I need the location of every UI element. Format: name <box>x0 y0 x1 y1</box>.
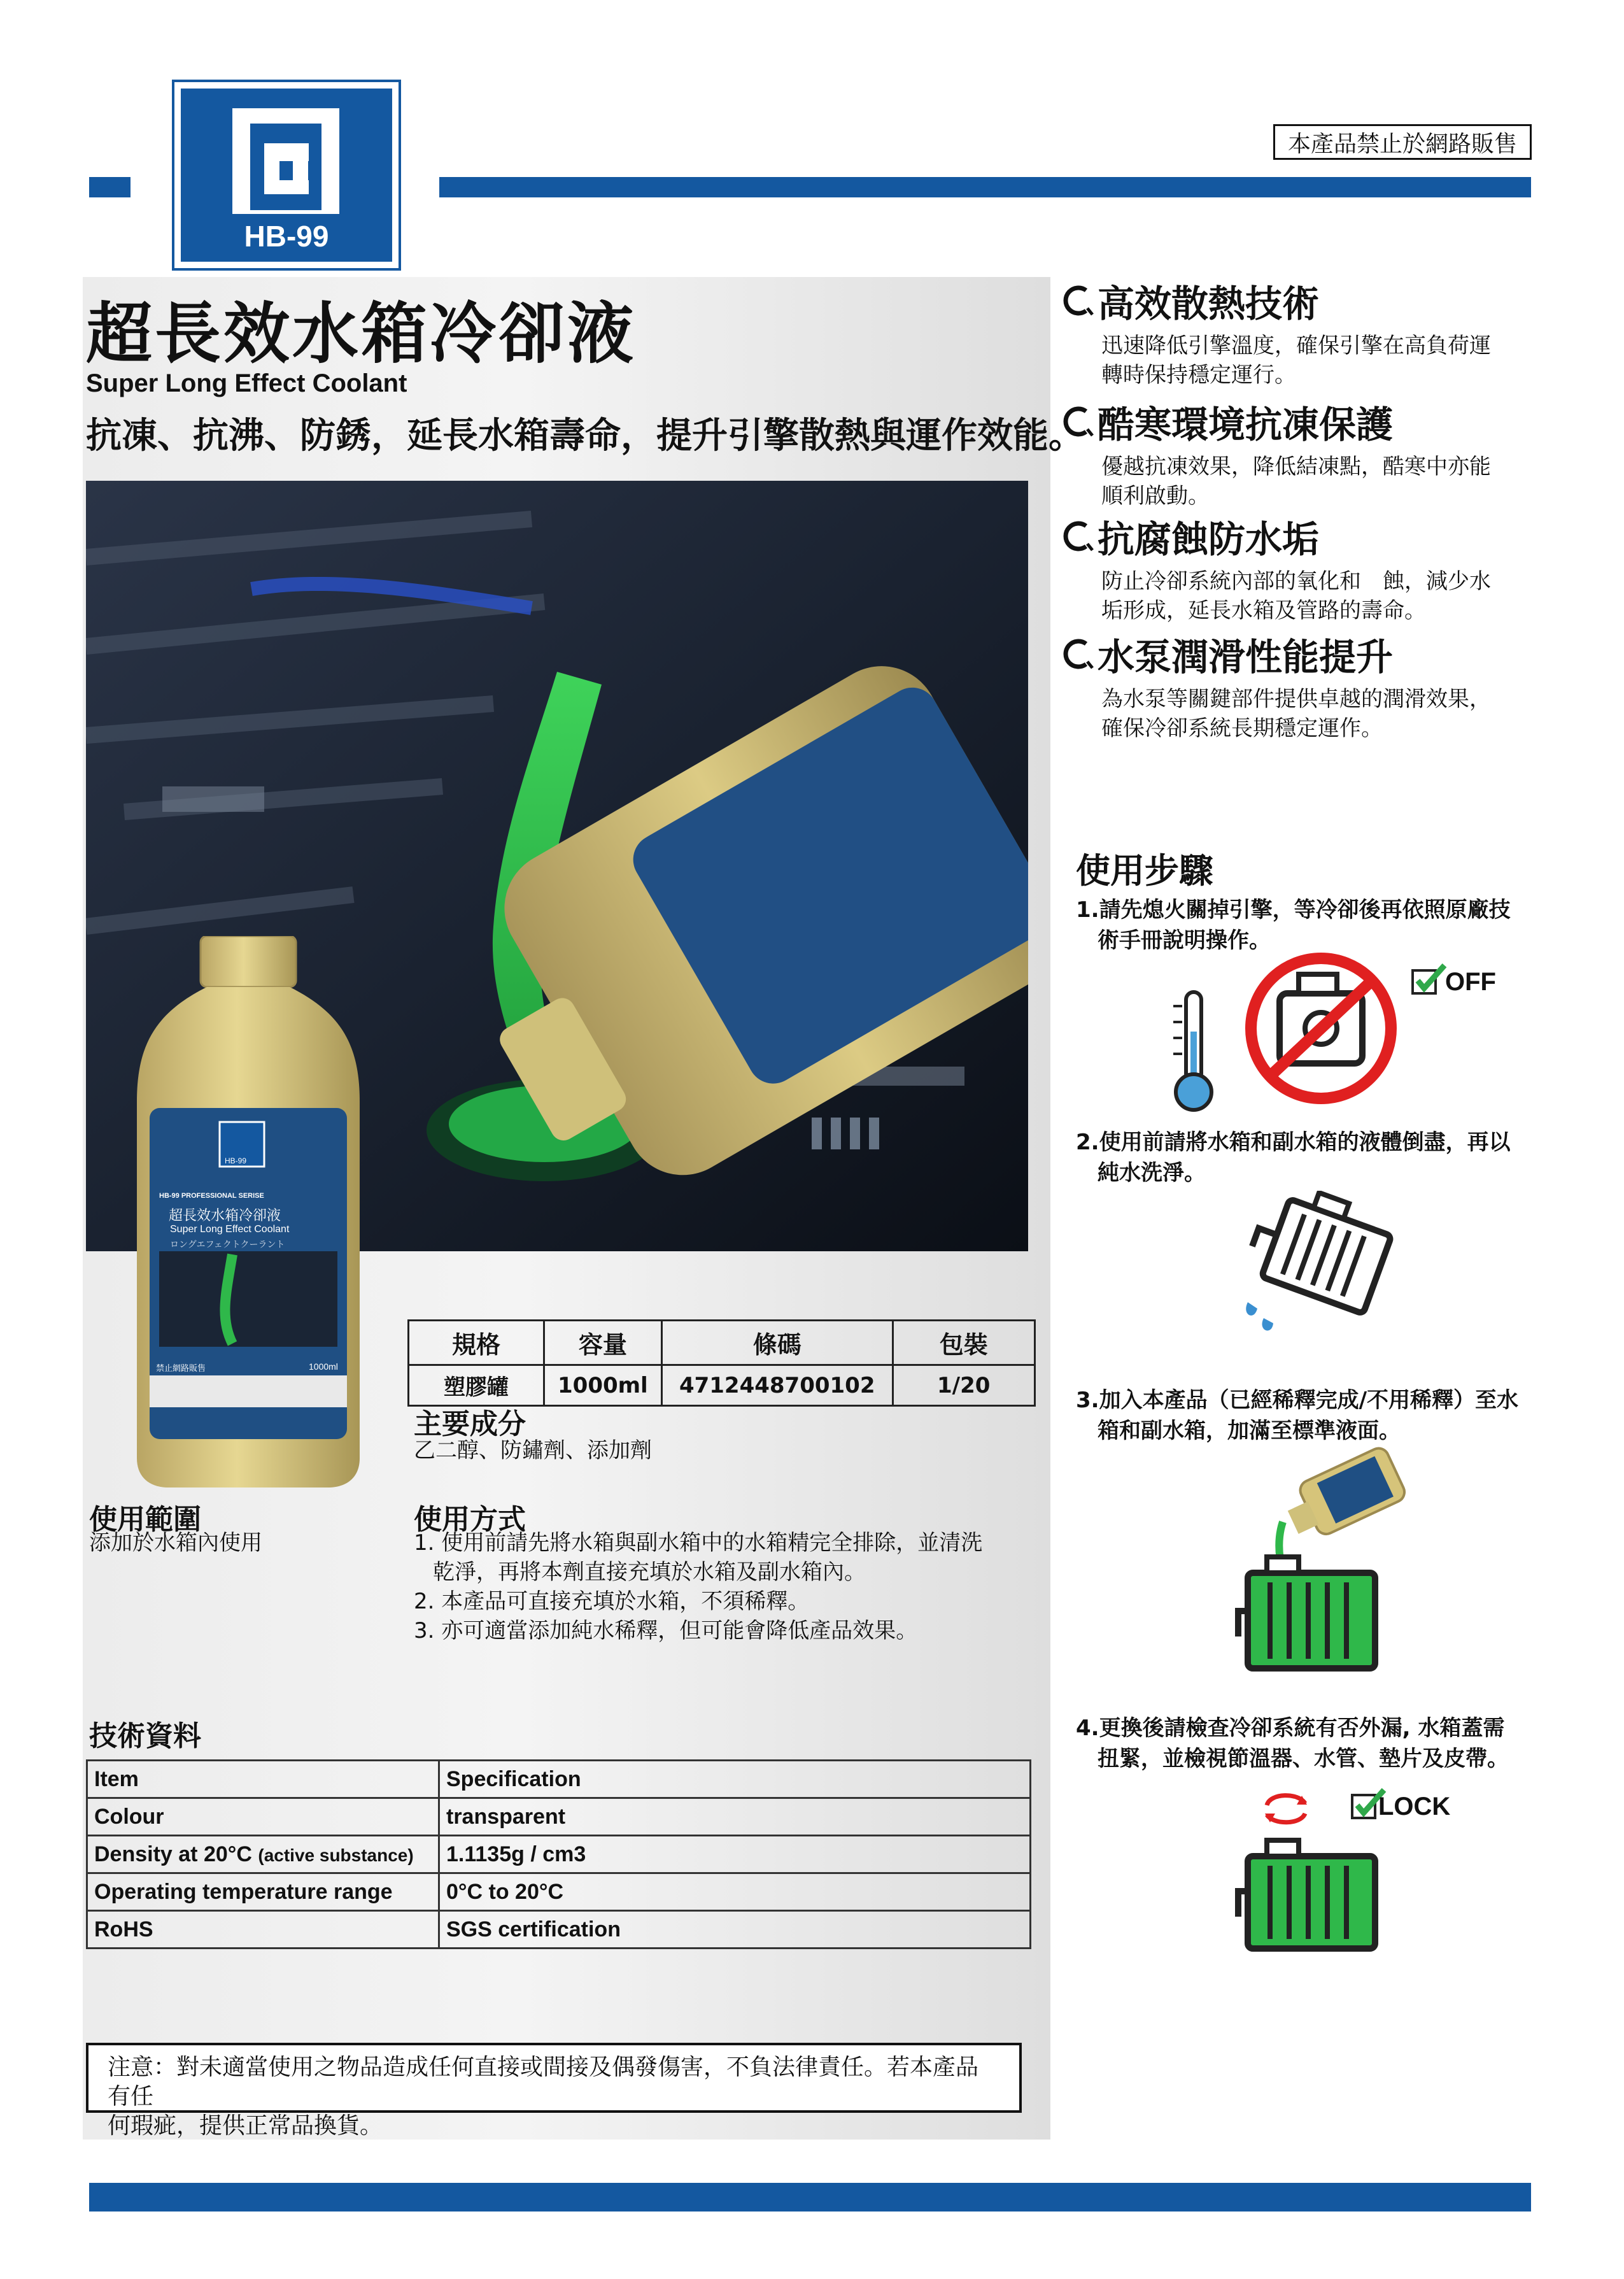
spec-table <box>407 1319 1036 1407</box>
tech-title: 技術資料 <box>89 1720 201 1752</box>
brand-logo <box>172 80 401 271</box>
arc-bullet-icon <box>1063 284 1094 317</box>
tech-row <box>87 1836 1031 1873</box>
feature-pump-lubrication <box>1063 627 1585 743</box>
step-line: 箱和副水箱，加滿至標準液面。 <box>1076 1418 1401 1444</box>
lock-tag: LOCK <box>1378 1793 1451 1821</box>
usage-scope-title: 使用範圍 <box>89 1503 201 1536</box>
usage-method-line: 乾淨，再將本劑直接充填於水箱及副水箱內。 <box>433 1559 866 1585</box>
disclaimer-box <box>86 2043 1022 2139</box>
usage-method-text <box>414 1528 1025 1645</box>
tech-row <box>87 1873 1031 1911</box>
tech-cell: Specification <box>439 1761 1031 1798</box>
spec-cell: 1/20 <box>893 1365 1034 1406</box>
tech-cell: transparent <box>439 1798 1031 1836</box>
feature-title: 水泵潤滑性能提升 <box>1098 635 1394 679</box>
rotate-arrows-icon <box>1257 1789 1315 1830</box>
feature-desc: 優越抗凍效果，降低結凍點，酷寒中亦能 <box>1101 454 1491 479</box>
steps-title: 使用步驟 <box>1076 851 1213 891</box>
ingredients-title: 主要成分 <box>414 1408 526 1440</box>
spec-header-cell: 包裝 <box>893 1321 1034 1365</box>
no-engine-icon <box>1241 949 1407 1111</box>
spec-header-cell: 規格 <box>409 1321 544 1365</box>
feature-desc: 防止冷卻系統內部的氧化和 蝕，減少水 <box>1101 569 1491 594</box>
step-2 <box>1076 1127 1534 1188</box>
tech-cell: 0°C to 20°C <box>439 1873 1031 1911</box>
feature-title: 抗腐蝕防水垢 <box>1098 518 1320 561</box>
radiator-drain-icon <box>1229 1191 1420 1340</box>
step-line: 2.使用前請將水箱和副水箱的液體倒盡，再以 <box>1076 1130 1511 1155</box>
step-line: 4.更換後請檢查冷卻系統有否外漏, 水箱蓋需 <box>1076 1715 1505 1741</box>
spec-header-cell: 容量 <box>544 1321 662 1365</box>
step-line: 扭緊，並檢視節溫器、水管、墊片及皮帶。 <box>1076 1746 1509 1771</box>
usage-method-title: 使用方式 <box>414 1503 526 1536</box>
tech-cell: RoHS <box>87 1911 439 1949</box>
tech-row <box>87 1911 1031 1949</box>
check-icon <box>1410 962 1448 1002</box>
spec-cell: 1000ml <box>544 1365 662 1406</box>
arc-bullet-icon <box>1063 520 1094 553</box>
tech-table <box>86 1759 1031 1949</box>
tech-cell: SGS certification <box>439 1911 1031 1949</box>
arc-bullet-icon <box>1063 405 1094 438</box>
disclaimer-line: 注意：對未適當使用之物品造成任何直接或間接及偶發傷害，不負法律責任。若本產品有任 <box>108 2054 979 2110</box>
tech-density-note: (active substance) <box>258 1845 414 1865</box>
disclaimer-line: 何瑕疵，提供正常品換貨。 <box>108 2113 383 2139</box>
bottle-name-en: Super Long Effect Coolant <box>170 1224 290 1235</box>
tech-row <box>87 1761 1031 1798</box>
footer-bar <box>89 2183 1531 2212</box>
online-sale-notice: 本產品禁止於網路販售 <box>1273 124 1532 160</box>
tech-cell: 1.1135g / cm3 <box>439 1836 1031 1873</box>
step-1 <box>1076 895 1534 956</box>
header-bar-left <box>89 177 131 197</box>
feature-desc: 順利啟動。 <box>1101 483 1210 509</box>
usage-scope-text: 添加於水箱內使用 <box>89 1530 262 1556</box>
spec-cell: 4712448700102 <box>661 1365 893 1406</box>
usage-method-line: 3. 亦可適當添加純水稀釋，但可能會降低產品效果。 <box>414 1618 918 1644</box>
feature-desc: 垢形成，延長水箱及管路的壽命。 <box>1101 598 1426 623</box>
arc-bullet-icon <box>1063 637 1094 671</box>
bottle-series: HB-99 PROFESSIONAL SERISE <box>159 1192 264 1200</box>
bottle-warning: 禁止網路販售 <box>156 1364 206 1374</box>
bottle-name-zh: 超長效水箱冷卻液 <box>169 1208 281 1224</box>
tech-cell: Colour <box>87 1798 439 1836</box>
spec-table-header <box>409 1321 1035 1365</box>
step-4 <box>1076 1713 1560 1774</box>
step-line: 術手冊說明操作。 <box>1076 928 1271 953</box>
feature-antifreeze <box>1063 395 1585 511</box>
tech-cell <box>87 1836 439 1873</box>
spec-cell: 塑膠罐 <box>409 1365 544 1406</box>
bottle-volume: 1000ml <box>309 1361 338 1372</box>
product-slogan: 抗凍、抗沸、防銹，延長水箱壽命，提升引擎散熱與運作效能。 <box>86 415 1084 457</box>
header-bar-right <box>439 177 1531 197</box>
product-title: 超長效水箱冷卻液 <box>86 295 637 373</box>
feature-title: 高效散熱技術 <box>1098 282 1320 325</box>
feature-cooling <box>1063 274 1585 390</box>
feature-title: 酷寒環境抗凍保護 <box>1098 403 1394 446</box>
product-bottle <box>124 936 372 1490</box>
tech-row <box>87 1798 1031 1836</box>
feature-desc: 迅速降低引擎溫度，確保引擎在高負荷運 <box>1101 333 1491 359</box>
spec-header-cell: 條碼 <box>661 1321 893 1365</box>
step-line: 純水洗淨。 <box>1076 1160 1206 1186</box>
bottle-name-jp: ロングエフェクトクーラント <box>170 1240 285 1250</box>
feature-anticorrosion <box>1063 509 1585 625</box>
feature-desc: 為水泵等關鍵部件提供卓越的潤滑效果， <box>1101 686 1491 712</box>
logo-text: HB-99 <box>244 220 329 253</box>
radiator-fill-icon <box>1235 1445 1426 1690</box>
ingredients-text: 乙二醇、防鏽劑、添加劑 <box>414 1438 652 1463</box>
product-subtitle-en: Super Long Effect Coolant <box>86 369 407 397</box>
usage-method-line: 2. 本產品可直接充填於水箱，不須稀釋。 <box>414 1589 810 1614</box>
bottle-logo-text: HB-99 <box>225 1156 247 1165</box>
usage-method-line: 1. 使用前請先將水箱與副水箱中的水箱精完全排除，並清洗 <box>414 1530 983 1556</box>
off-tag: OFF <box>1445 968 1496 996</box>
tech-density-label: Density at 20°C <box>94 1842 252 1866</box>
tech-cell: Item <box>87 1761 439 1798</box>
tech-cell: Operating temperature range <box>87 1873 439 1911</box>
feature-desc: 轉時保持穩定運行。 <box>1101 362 1296 388</box>
feature-desc: 確保冷卻系統長期穩定運作。 <box>1101 716 1383 741</box>
thermometer-icon <box>1168 987 1219 1117</box>
step-3 <box>1076 1385 1534 1446</box>
radiator-closed-icon <box>1235 1828 1388 1957</box>
step-line: 1.請先熄火關掉引擎，等冷卻後再依照原廠技 <box>1076 897 1511 923</box>
spec-table-row <box>409 1365 1035 1406</box>
step-line: 3.加入本產品（已經稀釋完成/不用稀釋）至水 <box>1076 1388 1518 1413</box>
